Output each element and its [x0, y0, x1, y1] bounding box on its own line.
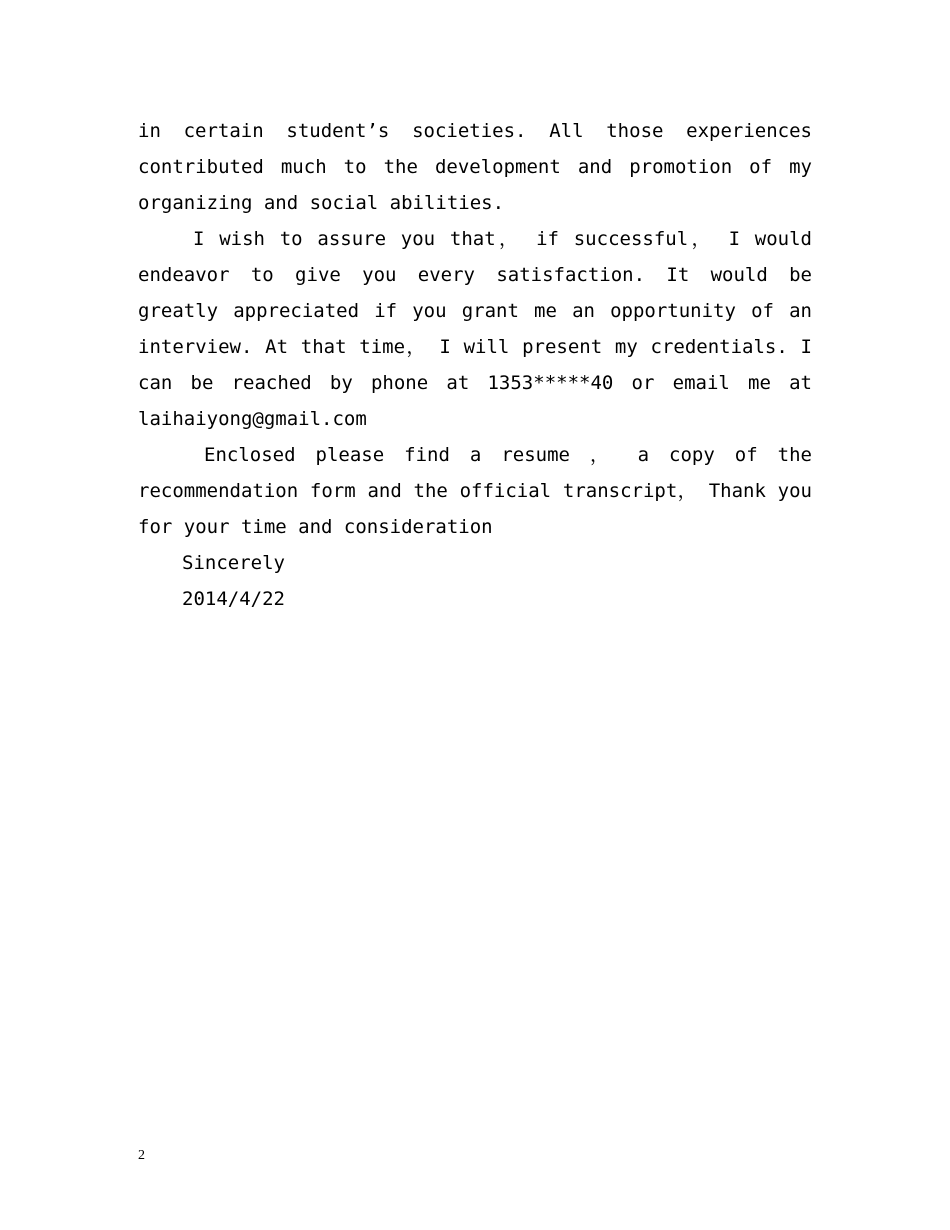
page-number: 2 — [138, 1148, 145, 1163]
paragraph-assurance: I wish to assure you that， if successful， I would endeavor to give you every satisfaction. It would be greatly appreciated if you grant me an opportunity of an interview. At that time， I will present my credentials. I can be reached by phone at 1353*****40 or email me at laihaiyong@gmail.com — [138, 228, 812, 430]
paragraph-experiences: in certain student’s societies. All those experiences contributed much to the development and promotion of my organizing and social abilities. — [138, 120, 812, 214]
paragraph-enclosures: Enclosed please find a resume ， a copy of the recommendation form and the official transcript， Thank you for your time and consideration — [138, 444, 812, 538]
closing-salutation: Sincerely — [182, 552, 285, 574]
letter-body — [138, 113, 812, 617]
letter-date: 2014/4/22 — [182, 588, 285, 610]
